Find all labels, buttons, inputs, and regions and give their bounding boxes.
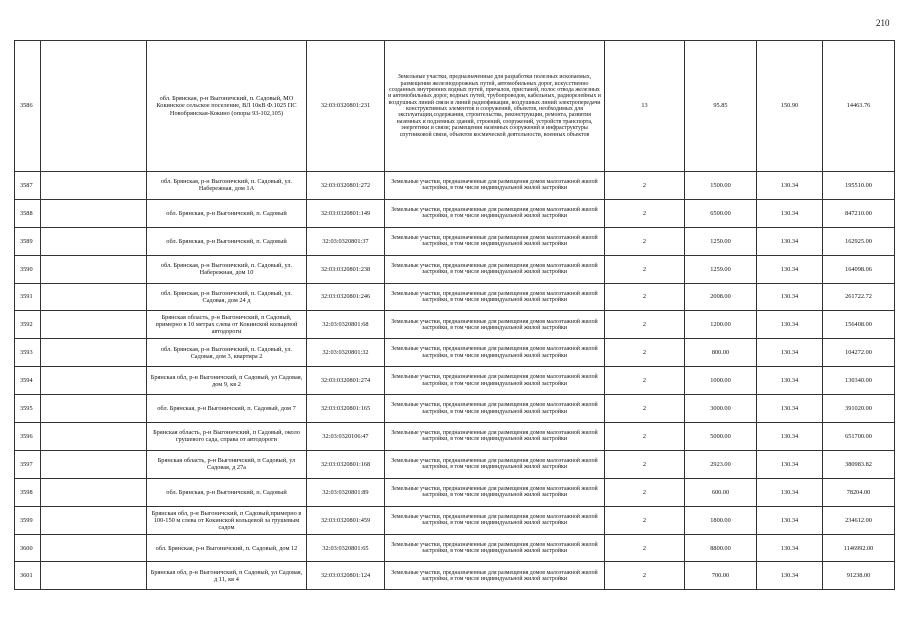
group-cell: 2: [605, 478, 685, 506]
group-cell: 2: [605, 255, 685, 283]
row-number: 3601: [15, 562, 41, 590]
table-row: [15, 41, 895, 172]
table-row: [15, 367, 895, 395]
cadastral-value-cell: 164098.06: [823, 255, 895, 283]
address-cell: Брянская обл, р-н Выгоничский, п Садовый, ул Садовая, д 11, кв 4: [147, 562, 307, 590]
land-purpose-cell: Земельные участки, предназначенные для размещения домов малоэтажной жилой застройки, в том числе индивидуальной жилой застройки: [385, 534, 605, 562]
group-cell: 2: [605, 423, 685, 451]
group-cell: 2: [605, 367, 685, 395]
cadastral-value-cell: 14463.76: [823, 41, 895, 172]
land-purpose-cell: Земельные участки, предназначенные для размещения домов малоэтажной жилой застройки, в том числе индивидуальной жилой застройки: [385, 227, 605, 255]
address-cell: обл. Брянская, р-н Выгоничский, п. Садовый, дом 7: [147, 395, 307, 423]
table-row: [15, 339, 895, 367]
table-row: [15, 311, 895, 339]
group-cell: 2: [605, 172, 685, 200]
group-cell: 2: [605, 506, 685, 534]
table-row: [15, 172, 895, 200]
spacer-cell: [41, 506, 147, 534]
spacer-cell: [41, 423, 147, 451]
address-cell: Брянская область, р-н Выгоничский, п Садовый, около грушевого сада, справа от автодороги: [147, 423, 307, 451]
cadastral-number-cell: 32:03:0320801:68: [307, 311, 385, 339]
address-cell: Брянская область, р-н Выгоничский, п Садовый, примерно в 10 метрах слева от Кокинской кольцевой автодороги: [147, 311, 307, 339]
cadastral-number-cell: 32:03:0320801:274: [307, 367, 385, 395]
cadastral-number-cell: 32:03:0320801:149: [307, 199, 385, 227]
row-number: 3591: [15, 283, 41, 311]
group-cell: 2: [605, 227, 685, 255]
cadastral-value-cell: 1146992.00: [823, 534, 895, 562]
land-purpose-cell: Земельные участки, предназначенные для размещения домов малоэтажной жилой застройки, в том числе индивидуальной жилой застройки: [385, 311, 605, 339]
area-cell: 8800.00: [685, 534, 757, 562]
table-row: [15, 227, 895, 255]
cadastral-value-cell: 380983.82: [823, 450, 895, 478]
group-cell: 2: [605, 311, 685, 339]
cadastral-value-cell: 156408.00: [823, 311, 895, 339]
address-cell: Брянская область, р-н Выгоничский, п Садовый, ул Садовая, д 27а: [147, 450, 307, 478]
address-cell: обл. Брянская, р-н Выгоничский, п. Садовый: [147, 199, 307, 227]
area-cell: 95.85: [685, 41, 757, 172]
cadastral-number-cell: 32:03:0320801:168: [307, 450, 385, 478]
area-cell: 2008.00: [685, 283, 757, 311]
land-purpose-cell: Земельные участки, предназначенные для разработки полезных ископаемых, размещения железнодорожных путей, автомобильных дорог, искусственно созданных внутренних водных путей, причалов, пристаней, полос отвода железных и автомобильных дорог, водных путей, трубопроводов, кабельных, радиорелейных и воздушных линий связи и линий радиофикации, воздушных линий электропередачи конструктивных элементов и сооружений, объектов, необходимых для эксплуатации,содержания, строительства, реконструкции, ремонта, развития наземных и подземных зданий, строений, сооружений, устройств транспорта, энергетики и связи; размещения наземных сооружений и инфраструктуры спутниковой связи, объектов космической деятельности, военных объектов: [385, 41, 605, 172]
cadastral-number-cell: 32:03:0320106:47: [307, 423, 385, 451]
address-cell: Брянская обл, р-н Выгоничский, п Садовый, ул Садовая, дом 9, кв 2: [147, 367, 307, 395]
table-row: [15, 395, 895, 423]
table-row: [15, 283, 895, 311]
cadastral-value-cell: 162925.00: [823, 227, 895, 255]
spacer-cell: [41, 395, 147, 423]
row-number: 3587: [15, 172, 41, 200]
address-cell: обл. Брянская, р-н Выгоничский, п. Садовый, дом 12: [147, 534, 307, 562]
land-purpose-cell: Земельные участки, предназначенные для размещения домов малоэтажной жилой застройки, в том числе индивидуальной жилой застройки: [385, 562, 605, 590]
rate-cell: 130.34: [757, 255, 823, 283]
rate-cell: 130.34: [757, 367, 823, 395]
table-row: [15, 562, 895, 590]
spacer-cell: [41, 255, 147, 283]
cadastral-value-cell: 91238.00: [823, 562, 895, 590]
table-row: [15, 450, 895, 478]
spacer-cell: [41, 478, 147, 506]
cadastral-number-cell: 32:03:0320801:272: [307, 172, 385, 200]
address-cell: обл. Брянская, р-н Выгоничский, п. Садовый, ул. Набережная, дом 10: [147, 255, 307, 283]
table-row: [15, 423, 895, 451]
area-cell: 1259.00: [685, 255, 757, 283]
row-number: 3599: [15, 506, 41, 534]
address-cell: обл. Брянская, р-н Выгоничский, п. Садовый: [147, 478, 307, 506]
area-cell: 5000.00: [685, 423, 757, 451]
cadastral-value-cell: 261722.72: [823, 283, 895, 311]
table-row: [15, 255, 895, 283]
area-cell: 800.00: [685, 339, 757, 367]
row-number: 3597: [15, 450, 41, 478]
land-purpose-cell: Земельные участки, предназначенные для размещения домов малоэтажной жилой застройки, в том числе индивидуальной жилой застройки: [385, 255, 605, 283]
area-cell: 6500.00: [685, 199, 757, 227]
cadastral-number-cell: 32:03:0320801:231: [307, 41, 385, 172]
land-purpose-cell: Земельные участки, предназначенные для размещения домов малоэтажной жилой застройки, в том числе индивидуальной жилой застройки: [385, 478, 605, 506]
rate-cell: 130.34: [757, 562, 823, 590]
land-purpose-cell: Земельные участки, предназначенные для размещения домов малоэтажной жилой застройки, в том числе индивидуальной жилой застройки: [385, 283, 605, 311]
group-cell: 2: [605, 450, 685, 478]
spacer-cell: [41, 562, 147, 590]
row-number: 3595: [15, 395, 41, 423]
cadastral-value-cell: 651700.00: [823, 423, 895, 451]
rate-cell: 130.34: [757, 339, 823, 367]
spacer-cell: [41, 41, 147, 172]
area-cell: 1800.00: [685, 506, 757, 534]
spacer-cell: [41, 450, 147, 478]
table-row: [15, 506, 895, 534]
spacer-cell: [41, 311, 147, 339]
rate-cell: 130.34: [757, 199, 823, 227]
cadastral-value-cell: 234612.00: [823, 506, 895, 534]
rate-cell: 130.34: [757, 534, 823, 562]
group-cell: 2: [605, 562, 685, 590]
area-cell: 1500.00: [685, 172, 757, 200]
row-number: 3592: [15, 311, 41, 339]
cadastral-number-cell: 32:03:0320801:246: [307, 283, 385, 311]
area-cell: 600.00: [685, 478, 757, 506]
rate-cell: 130.34: [757, 283, 823, 311]
group-cell: 2: [605, 199, 685, 227]
row-number: 3593: [15, 339, 41, 367]
cadastral-number-cell: 32:03:0320801:89: [307, 478, 385, 506]
area-cell: 1000.00: [685, 367, 757, 395]
area-cell: 700.00: [685, 562, 757, 590]
address-cell: обл. Брянская, р-н Выгоничский, п. Садовый, ул. Набережная, дом 1А: [147, 172, 307, 200]
group-cell: 2: [605, 534, 685, 562]
cadastral-value-table: [14, 40, 895, 590]
group-cell: 2: [605, 283, 685, 311]
spacer-cell: [41, 283, 147, 311]
cadastral-value-cell: 130340.00: [823, 367, 895, 395]
land-purpose-cell: Земельные участки, предназначенные для размещения домов малоэтажной жилой застройки, в том числе индивидуальной жилой застройки: [385, 339, 605, 367]
land-purpose-cell: Земельные участки, предназначенные для размещения домов малоэтажной жилой застройки, в том числе индивидуальной жилой застройки: [385, 423, 605, 451]
area-cell: 3000.00: [685, 395, 757, 423]
spacer-cell: [41, 172, 147, 200]
table-row: [15, 199, 895, 227]
row-number: 3594: [15, 367, 41, 395]
spacer-cell: [41, 367, 147, 395]
land-purpose-cell: Земельные участки, предназначенные для размещения домов малоэтажной жилой застройки, в том числе индивидуальной жилой застройки: [385, 395, 605, 423]
table-row: [15, 534, 895, 562]
rate-cell: 130.34: [757, 478, 823, 506]
spacer-cell: [41, 199, 147, 227]
address-cell: Брянская обл, р-н Выгоничский, п Садовый,примерно в 100-150 м слева от Кокинской кольцевой за грушевым садом: [147, 506, 307, 534]
cadastral-number-cell: 32:03:0320801:37: [307, 227, 385, 255]
spacer-cell: [41, 227, 147, 255]
rate-cell: 130.34: [757, 450, 823, 478]
area-cell: 1200.00: [685, 311, 757, 339]
cadastral-value-cell: 104272.00: [823, 339, 895, 367]
row-number: 3590: [15, 255, 41, 283]
group-cell: 2: [605, 339, 685, 367]
cadastral-number-cell: 32:03:0320801:65: [307, 534, 385, 562]
rate-cell: 130.34: [757, 506, 823, 534]
cadastral-number-cell: 32:03:0320801:32: [307, 339, 385, 367]
row-number: 3589: [15, 227, 41, 255]
page-number: 210: [876, 18, 890, 28]
rate-cell: 130.34: [757, 395, 823, 423]
land-purpose-cell: Земельные участки, предназначенные для размещения домов малоэтажной жилой застройки, в том числе индивидуальной жилой застройки: [385, 172, 605, 200]
cadastral-number-cell: 32:03:0320801:238: [307, 255, 385, 283]
area-cell: 1250.00: [685, 227, 757, 255]
row-number: 3586: [15, 41, 41, 172]
cadastral-number-cell: 32:03:0320801:124: [307, 562, 385, 590]
cadastral-value-cell: 195510.00: [823, 172, 895, 200]
cadastral-value-cell: 847210.00: [823, 199, 895, 227]
cadastral-value-cell: 78204.00: [823, 478, 895, 506]
group-cell: 13: [605, 41, 685, 172]
row-number: 3600: [15, 534, 41, 562]
rate-cell: 130.34: [757, 423, 823, 451]
cadastral-value-cell: 391020.00: [823, 395, 895, 423]
cadastral-number-cell: 32:03:0320801:165: [307, 395, 385, 423]
table-row: [15, 478, 895, 506]
address-cell: обл. Брянская, р-н Выгоничский, п. Садовый: [147, 227, 307, 255]
address-cell: обл. Брянская, р-н Выгоничский, п. Садовый, ул. Садовая, дом 3, квартира 2: [147, 339, 307, 367]
land-purpose-cell: Земельные участки, предназначенные для размещения домов малоэтажной жилой застройки, в том числе индивидуальной жилой застройки: [385, 367, 605, 395]
rate-cell: 130.34: [757, 172, 823, 200]
group-cell: 2: [605, 395, 685, 423]
row-number: 3596: [15, 423, 41, 451]
cadastral-number-cell: 32:03:0320801:459: [307, 506, 385, 534]
rate-cell: 130.34: [757, 227, 823, 255]
address-cell: обл. Брянская, р-н Выгоничский, п. Садовый, ул. Садовая, дом 24 д: [147, 283, 307, 311]
land-purpose-cell: Земельные участки, предназначенные для размещения домов малоэтажной жилой застройки, в том числе индивидуальной жилой застройки: [385, 450, 605, 478]
area-cell: 2923.00: [685, 450, 757, 478]
row-number: 3588: [15, 199, 41, 227]
spacer-cell: [41, 339, 147, 367]
rate-cell: 130.34: [757, 311, 823, 339]
land-purpose-cell: Земельные участки, предназначенные для размещения домов малоэтажной жилой застройки, в том числе индивидуальной жилой застройки: [385, 506, 605, 534]
rate-cell: 150.90: [757, 41, 823, 172]
land-purpose-cell: Земельные участки, предназначенные для размещения домов малоэтажной жилой застройки, в том числе индивидуальной жилой застройки: [385, 199, 605, 227]
address-cell: обл. Брянская, р-н Выгоничский, п. Садовый, МО Кокинское сельское поселение, ВЛ 10кВ Ф.1025 ПС Новобрянская-Кокино (опоры 93-102,105): [147, 41, 307, 172]
row-number: 3598: [15, 478, 41, 506]
spacer-cell: [41, 534, 147, 562]
